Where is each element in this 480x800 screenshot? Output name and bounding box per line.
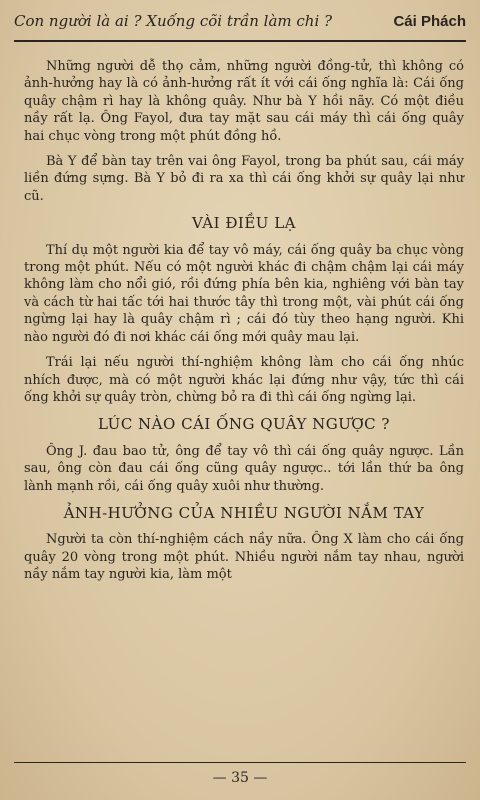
running-head-author: Cái Phách: [393, 13, 466, 30]
paragraph-4: Trái lại nếu người thí-nghiệm không làm cho cái ống nhúc nhích được, mà có một người khác lại đứng như vậy, tức thì cái ống khởi sự quây tròn, chừng bỏ ra đi thì cái ống ngừng lại.: [24, 355, 464, 405]
page-number: — 35 —: [212, 770, 268, 786]
header-divider: [14, 40, 466, 42]
paragraph-1: Những người dễ thọ cảm, những người đồng-tử, thì không có ảnh-hưởng hay là có ảnh-hưởng rất ít với cái ống nghĩa là: Cái ống quây chậm rì hay là không quây. Như bà Y hồi nãy. Có một điều nầy rất lạ. Ông Fayol, đưa tay mặt sau cái máy thì cái ống quây hai chục vòng trong một phút đồng hồ.: [24, 59, 464, 144]
running-head-title: Con người là ai ? Xuống cõi trần làm chi ?: [14, 12, 333, 30]
paragraph-6: Người ta còn thí-nghiệm cách nầy nữa. Ông X làm cho cái ống quây 20 vòng trong một phút. Nhiều người nắm tay nhau, người nầy nắm tay người kia, làm một: [24, 532, 464, 583]
running-head: [14, 12, 466, 30]
footer-divider: [14, 762, 466, 763]
page-body: [24, 58, 464, 592]
paragraph-3: Thí dụ một người kia để tay vô máy, cái ống quây ba chục vòng trong một phút. Nếu có một người khác đi chậm chậm lại cái máy không làm cho nổi gió, rồi đứng phía bên kia, nghiêng với bàn tay và cách từ hai tấc tới hai thước tây thì trong một, vài phút cái ống ngừng lại hay là quây chậm rì ; cái đó tùy theo hạng người. Khi nào người đó đi nơi khác cái ống mới quây mau lại.: [24, 242, 464, 345]
paragraph-5: Ông J. đau bao tử, ông để tay vô thì cái ống quây ngược. Lần sau, ông còn đau cái ống cũng quây ngược.. tới lần thứ ba ông lành mạnh rồi, cái ống quây xuôi như thường.: [24, 443, 464, 494]
section-heading-3: ẢNH-HƯỞNG CỦA NHIỀU NGƯỜI NẮM TAY: [63, 503, 425, 522]
section-heading-2: LÚC NÀO CÁI ỐNG QUÂY NGƯỢC ?: [98, 415, 390, 434]
paragraph-2: Bà Y để bàn tay trên vai ông Fayol, trong ba phút sau, cái máy liền đứng sựng. Bà Y bỏ đi ra xa thì cái ống khởi sự quây lại như cũ.: [24, 154, 464, 204]
section-heading-1: VÀI ĐIỀU LẠ: [191, 214, 297, 233]
